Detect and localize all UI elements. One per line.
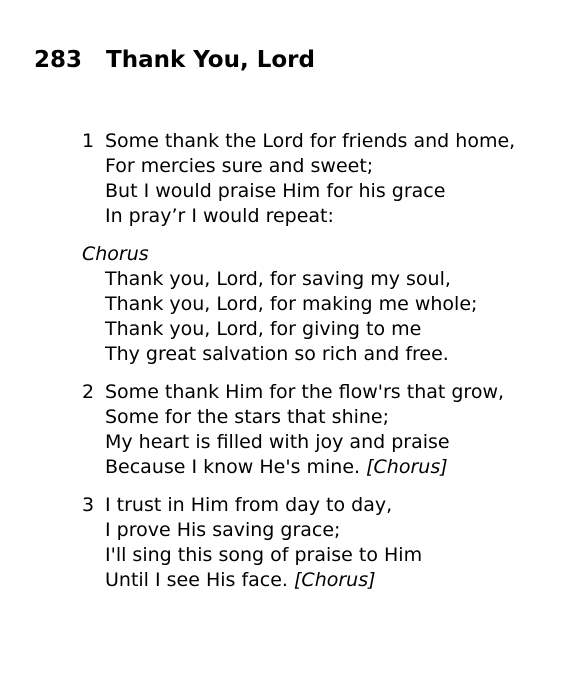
verse-2 [82, 380, 504, 480]
verse-number: 2 [82, 381, 95, 403]
chorus-reference: [Chorus] [366, 456, 448, 478]
verse-line: I prove His saving grace; [105, 519, 341, 541]
verse-line: Some thank Him for the flow'rs that grow, [105, 381, 505, 403]
chorus-label: Chorus [82, 243, 149, 265]
verse-line: Some for the stars that shine; [105, 406, 390, 428]
chorus-line: Thank you, Lord, for saving my soul, [105, 268, 451, 290]
verse-line-text: Because I know He's mine. [105, 456, 361, 478]
verse-line: But I would praise Him for his grace [105, 180, 446, 202]
chorus-line: Thy great salvation so rich and free. [105, 343, 449, 365]
verse-line: In pray’r I would repeat: [105, 205, 334, 227]
verse-number: 1 [82, 130, 95, 152]
hymn-number: 283 [34, 47, 83, 73]
hymn-header [34, 45, 315, 75]
verse-line: I trust in Him from day to day, [105, 494, 393, 516]
verse-3 [82, 493, 422, 593]
verse-line-with-chorus-ref [82, 568, 422, 593]
verse-line-with-chorus-ref [82, 455, 504, 480]
verse-line: Some thank the Lord for friends and home, [105, 130, 516, 152]
chorus-line: Thank you, Lord, for making me whole; [105, 293, 478, 315]
chorus-reference: [Chorus] [294, 569, 376, 591]
verse-line: I'll sing this song of praise to Him [105, 544, 423, 566]
verse-line: My heart is filled with joy and praise [105, 431, 450, 453]
hymn-title: Thank You, Lord [106, 47, 315, 73]
verse-line-text: Until I see His face. [105, 569, 288, 591]
chorus [82, 242, 477, 367]
verse-1 [82, 129, 515, 229]
verse-number: 3 [82, 494, 95, 516]
chorus-line: Thank you, Lord, for giving to me [105, 318, 422, 340]
verse-line: For mercies sure and sweet; [105, 155, 374, 177]
